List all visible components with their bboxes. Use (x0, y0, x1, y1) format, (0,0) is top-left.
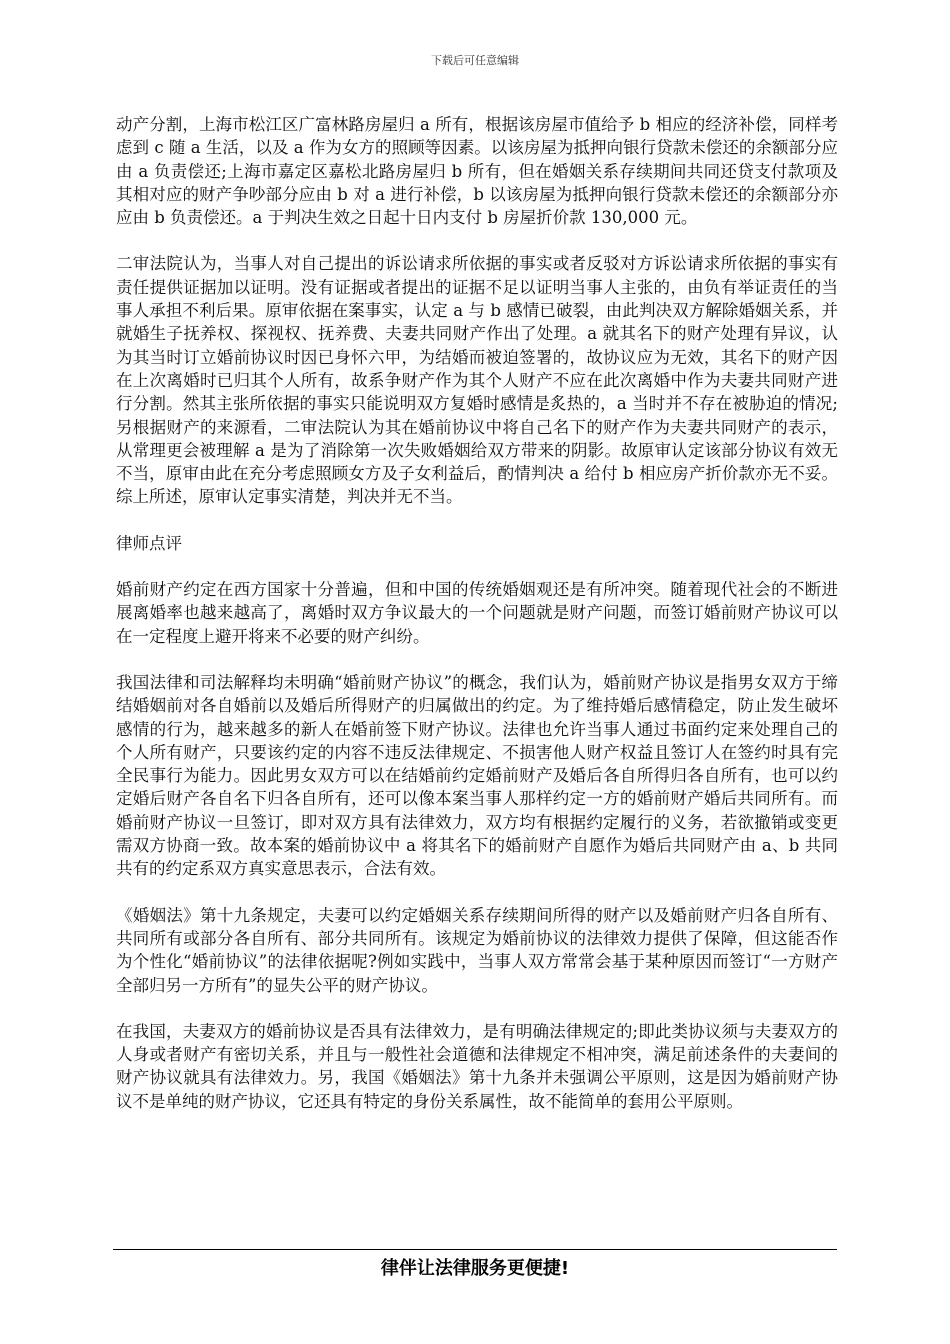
paragraph-commentary-4: 在我国，夫妻双方的婚前协议是否具有法律效力，是有明确法律规定的;即此类协议须与夫妻双方的人身或者财产有密切关系，并且与一般性社会道德和法律规定不相冲突，满足前述条件的夫妻间的财产协议就具有法律效力。另，我国《婚姻法》第十九条并未强调公平原则，这是因为婚前财产协议不是单纯的财产协议，它还具有特定的身份关系属性，故不能简单的套用公平原则。 (116, 1021, 838, 1111)
paragraph-property-division: 动产分割，上海市松江区广富林路房屋归 a 所有，根据该房屋市值给予 b 相应的经济补偿，同样考虑到 c 随 a 生活，以及 a 作为女方的照顾等因素。以该房屋为抵押向银行贷款未偿还的余额部分应由 a 负责偿还;上海市嘉定区嘉松北路房屋归 b 所有，但在婚姻关系存续期间共同还贷支付款项及其相对应的财产争吵部分应由 b 对 a 进行补偿，b 以该房屋为抵押向银行贷款未偿还的余额部分亦应由 b 负责偿还。a 于判决生效之日起十日内支付 b 房屋折价款 130,000 元。 (116, 115, 838, 228)
paragraph-commentary-2: 我国法律和司法解释均未明确“婚前财产协议”的概念，我们认为，婚前财产协议是指男女双方于缔结婚姻前对各自婚前以及婚后所得财产的归属做出的约定。为了维持婚后感情稳定，防止发生破坏感情的行为，越来越多的新人在婚前签下财产协议。法律也允许当事人通过书面约定来处理自己的个人所有财产，只要该约定的内容不违反法律规定、不损害他人财产权益且签订人在签约时具有完全民事行为能力。因此男女双方可以在结婚前约定婚前财产及婚后各自所得归各自所有，也可以约定婚后财产各自名下归各自所有，还可以像本案当事人那样约定一方的婚前财产婚后共同所有。而婚前财产协议一旦签订，即对双方具有法律效力，双方均有根据约定履行的义务，若欲撤销或变更需双方协商一致。故本案的婚前协议中 a 将其名下的婚前财产自愿作为婚后共同财产由 a、b 共同共有的约定系双方真实意思表示，合法有效。 (116, 672, 838, 879)
footer-slogan: 律伴让法律服务更便捷! (380, 1258, 570, 1279)
paragraph-commentary-1: 婚前财产约定在西方国家十分普遍，但和中国的传统婚姻观还是有所冲突。随着现代社会的不断进展离婚率也越来越高了，离婚时双方争议最大的一个问题就是财产问题，而签订婚前财产协议可以在一定程度上避开将来不必要的财产纠纷。 (116, 580, 838, 646)
paragraph-appeal-court-opinion: 二审法院认为，当事人对自己提出的诉讼请求所依据的事实或者反驳对方诉讼请求所依据的事实有责任提供证据加以证明。没有证据或者提出的证据不足以证明当事人主张的，由负有举证责任的当事人承担不利后果。原审依据在案事实，认定 a 与 b 感情已破裂，由此判决双方解除婚姻关系，并就婚生子抚养权、探视权、抚养费、夫妻共同财产作出了处理。a 就其名下的财产处理有异议，认为其当时订立婚前协议时因已身怀六甲，为结婚而被迫签署的，故协议应为无效，其名下的财产因在上次离婚时已归其个人所有，故系争财产作为其个人财产不应在此次离婚中作为夫妻共同财产进行分割。然其主张所依据的事实只能说明双方复婚时感情是炙热的，a 当时并不存在被胁迫的情况;另根据财产的来源看，二审法院认为其在婚前协议中将自己名下的财产作为夫妻共同财产的表示，从常理更会被理解 a 是为了消除第一次失败婚姻给双方带来的阴影。故原审认定该部分协议有效无不当，原审由此在充分考虑照顾女方及子女利益后，酌情判决 a 给付 b 相应房产折价款亦无不妥。综上所述，原审认定事实清楚，判决并无不当。 (116, 254, 838, 507)
page-header-note: 下载后可任意编辑 (431, 54, 519, 67)
section-heading-lawyer-comment: 律师点评 (116, 533, 182, 553)
document-body (116, 113, 838, 1136)
footer-divider (113, 1249, 837, 1250)
paragraph-commentary-3: 《婚姻法》第十九条规定，夫妻可以约定婚姻关系存续期间所得的财产以及婚前财产归各自所有、共同所有或部分各自所有、部分共同所有。该规定为婚前协议的法律效力提供了保障，但这能否作为个性化“婚前协议”的法律依据呢?例如实践中，当事人双方常常会基于某种原因而签订“一方财产全部归另一方所有”的显失公平的财产协议。 (116, 905, 838, 995)
